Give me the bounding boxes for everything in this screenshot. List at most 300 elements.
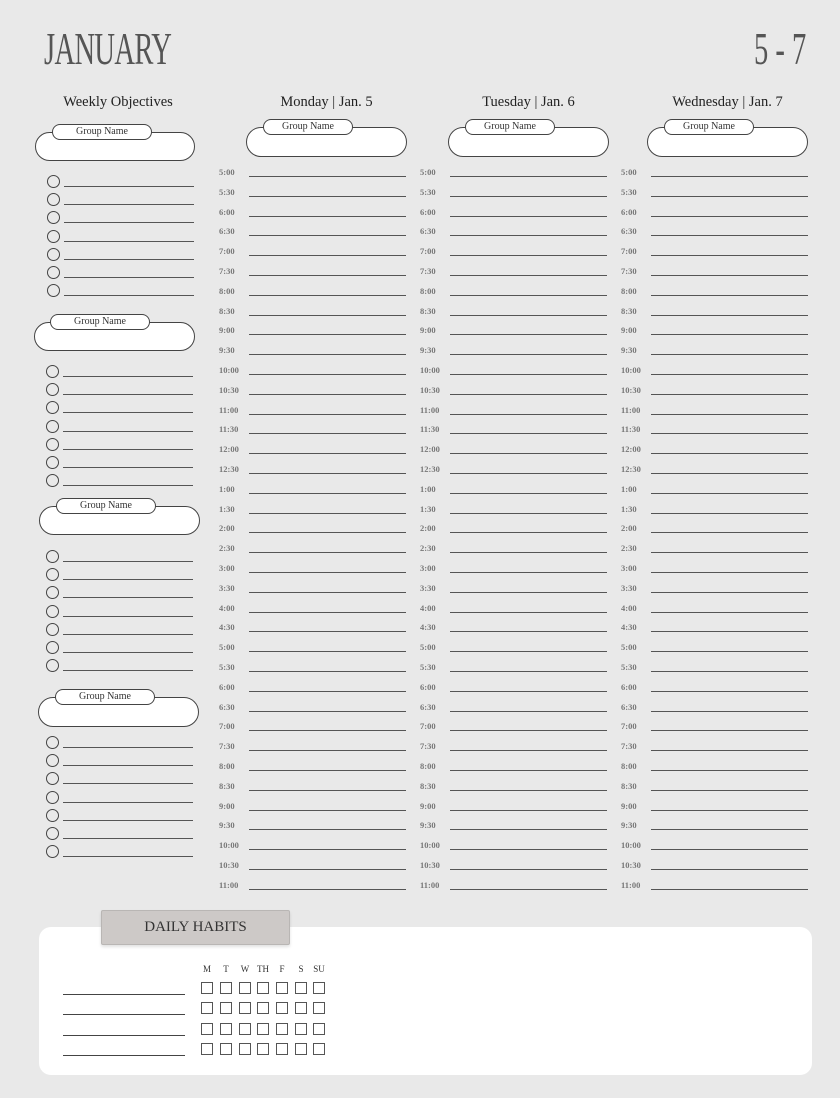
time-slot-line[interactable] [651,532,808,533]
time-slot-line[interactable] [450,255,607,256]
habit-checkbox[interactable] [257,1023,269,1035]
objective-line[interactable] [64,204,194,205]
time-label: 6:30 [621,226,637,237]
time-slot-line[interactable] [249,691,406,692]
time-label: 6:00 [219,206,235,217]
time-label: 4:30 [420,622,436,633]
objective-item [47,284,197,298]
time-slot-line[interactable] [450,275,607,276]
objective-item [47,193,197,207]
time-slot-line[interactable] [249,770,406,771]
habit-checkbox[interactable] [220,982,232,994]
time-slot-line[interactable] [450,869,607,870]
time-slot [621,424,811,440]
time-slot-line[interactable] [651,572,808,573]
objective-checkbox[interactable] [46,438,59,451]
time-slot-line[interactable] [249,176,406,177]
time-slot-line[interactable] [651,513,808,514]
habit-checkbox[interactable] [313,1023,325,1035]
time-slot-line[interactable] [249,394,406,395]
objective-checkbox[interactable] [46,845,59,858]
time-slot [621,880,811,896]
habit-checkbox[interactable] [313,1002,325,1014]
objective-item [46,845,196,859]
time-slot-line[interactable] [450,651,607,652]
time-slot-line[interactable] [450,295,607,296]
objective-item [46,401,196,415]
time-slot [621,484,811,500]
habit-checkbox[interactable] [313,982,325,994]
objective-checkbox[interactable] [46,641,59,654]
habit-checkbox[interactable] [295,1002,307,1014]
time-slot-line[interactable] [651,354,808,355]
time-slot-line[interactable] [450,631,607,632]
time-slot-line[interactable] [249,552,406,553]
time-slot [219,662,409,678]
time-slot-line[interactable] [450,691,607,692]
time-slot [420,266,610,282]
time-slot-line[interactable] [249,295,406,296]
objective-checkbox[interactable] [46,605,59,618]
time-slot [621,543,811,559]
time-slot-line[interactable] [450,552,607,553]
time-slot [420,167,610,183]
objective-line[interactable] [64,241,194,242]
time-slot [219,504,409,520]
objective-checkbox[interactable] [47,248,60,261]
objective-line[interactable] [63,838,193,839]
time-slot-line[interactable] [450,770,607,771]
objective-checkbox[interactable] [46,568,59,581]
time-slot-line[interactable] [651,612,808,613]
habit-checkbox[interactable] [276,1002,288,1014]
habit-checkbox[interactable] [276,1023,288,1035]
objective-line[interactable] [63,802,193,803]
time-slot-line[interactable] [249,631,406,632]
habit-checkbox[interactable] [257,1002,269,1014]
time-slot [219,325,409,341]
objective-line[interactable] [64,222,194,223]
time-slot-line[interactable] [249,592,406,593]
time-slot-line[interactable] [249,216,406,217]
habit-checkbox[interactable] [201,982,213,994]
time-label: 11:00 [420,879,440,890]
time-slot-line[interactable] [450,235,607,236]
time-slot-line[interactable] [249,671,406,672]
habit-checkbox[interactable] [239,1043,251,1055]
time-label: 8:00 [621,761,637,771]
time-label: 9:00 [219,800,235,811]
time-label: 12:30 [420,464,440,474]
time-slot [219,523,409,539]
time-slot-line[interactable] [651,651,808,652]
time-slot-line[interactable] [450,433,607,434]
time-slot-line[interactable] [450,354,607,355]
time-slot [621,464,811,480]
time-slot-line[interactable] [249,651,406,652]
time-slot-line[interactable] [450,196,607,197]
objective-checkbox[interactable] [46,809,59,822]
time-slot [621,583,811,599]
time-slot [219,820,409,836]
time-slot [621,801,811,817]
time-slot-line[interactable] [651,869,808,870]
time-slot [219,484,409,500]
objective-line[interactable] [63,449,193,450]
time-label: 10:30 [621,384,641,395]
time-slot-line[interactable] [249,513,406,514]
objective-item [46,438,196,452]
time-label: 7:00 [219,246,235,257]
objective-group-box [38,689,199,727]
objective-checkbox[interactable] [46,754,59,767]
time-slot [219,543,409,559]
objective-line[interactable] [63,485,193,486]
time-slot [219,444,409,460]
time-slot-line[interactable] [249,196,406,197]
time-slot-line[interactable] [249,453,406,454]
time-slot-line[interactable] [651,216,808,217]
time-slot-line[interactable] [450,176,607,177]
objective-item [46,791,196,805]
habit-name-line[interactable] [63,994,185,995]
objective-line[interactable] [63,394,193,395]
time-slot [621,345,811,361]
time-label: 1:00 [219,483,235,494]
objective-line[interactable] [64,259,194,260]
time-label: 6:00 [621,681,637,692]
time-slot [621,504,811,520]
time-slot-line[interactable] [249,354,406,355]
time-slot-line[interactable] [651,889,808,890]
objective-line[interactable] [63,783,193,784]
objective-item [46,550,196,564]
habit-checkbox[interactable] [239,1023,251,1035]
time-slot [219,286,409,302]
time-label: 9:00 [420,325,436,336]
objective-checkbox[interactable] [47,175,60,188]
objective-line[interactable] [63,652,193,653]
time-label: 7:00 [621,246,637,257]
time-slot-line[interactable] [249,433,406,434]
time-slot [621,187,811,203]
objective-checkbox[interactable] [46,736,59,749]
time-slot-line[interactable] [249,750,406,751]
time-slot-line[interactable] [249,473,406,474]
objective-line[interactable] [64,277,194,278]
time-slot [621,662,811,678]
time-slot-line[interactable] [651,631,808,632]
habit-day-label: T [223,964,229,974]
time-slot-line[interactable] [450,612,607,613]
objective-checkbox[interactable] [46,772,59,785]
time-slot [420,702,610,718]
time-slot [621,761,811,777]
time-slot-line[interactable] [450,513,607,514]
time-slot-line[interactable] [651,453,808,454]
habit-checkbox[interactable] [276,982,288,994]
time-slot-line[interactable] [450,730,607,731]
time-slot [420,603,610,619]
time-label: 10:00 [219,840,239,851]
time-slot-line[interactable] [651,829,808,830]
time-slot-line[interactable] [249,493,406,494]
objective-checkbox[interactable] [46,791,59,804]
objective-line[interactable] [63,747,193,748]
habit-checkbox[interactable] [257,982,269,994]
time-slot [420,226,610,242]
time-label: 10:00 [420,365,440,375]
time-label: 6:30 [621,701,637,712]
habit-checkbox[interactable] [239,982,251,994]
objective-checkbox[interactable] [46,550,59,563]
time-label: 2:00 [420,523,436,534]
objective-item [46,736,196,750]
time-slot-line[interactable] [450,216,607,217]
time-slot-line[interactable] [249,869,406,870]
habit-checkbox[interactable] [201,1043,213,1055]
time-slot-line[interactable] [651,334,808,335]
time-slot-line[interactable] [249,612,406,613]
time-label: 11:00 [219,879,239,890]
time-label: 8:30 [219,305,235,316]
time-slot-line[interactable] [249,275,406,276]
time-slot-line[interactable] [249,334,406,335]
time-slot-line[interactable] [651,295,808,296]
time-slot-line[interactable] [450,572,607,573]
time-slot [420,365,610,381]
date-range: 5 - 7 [753,23,806,74]
time-label: 12:00 [219,444,239,455]
time-slot-line[interactable] [249,414,406,415]
time-slot-line[interactable] [450,394,607,395]
objective-line[interactable] [63,467,193,468]
habit-checkbox[interactable] [220,1002,232,1014]
habit-checkbox[interactable] [201,1002,213,1014]
time-slot-line[interactable] [450,334,607,335]
time-slot-line[interactable] [249,315,406,316]
objective-line[interactable] [63,820,193,821]
time-label: 12:30 [621,464,641,474]
time-slot-line[interactable] [450,849,607,850]
habit-day-label: SU [313,964,325,974]
time-label: 11:30 [219,424,239,435]
objective-line[interactable] [63,670,193,671]
time-label: 8:30 [219,780,235,791]
time-slot [420,761,610,777]
time-slot-line[interactable] [651,414,808,415]
objective-checkbox[interactable] [47,284,60,297]
objective-item [46,827,196,841]
time-slot-line[interactable] [651,433,808,434]
time-slot-line[interactable] [651,275,808,276]
objective-line[interactable] [63,376,193,377]
time-slot-line[interactable] [450,592,607,593]
time-slot-line[interactable] [651,671,808,672]
objective-checkbox[interactable] [46,586,59,599]
time-slot-line[interactable] [249,829,406,830]
time-slot-line[interactable] [249,255,406,256]
objective-checkbox[interactable] [46,827,59,840]
time-slot-line[interactable] [651,196,808,197]
time-slot-line[interactable] [651,592,808,593]
time-slot [420,187,610,203]
habit-checkbox[interactable] [201,1023,213,1035]
objective-checkbox[interactable] [47,266,60,279]
time-label: 11:30 [621,424,641,435]
time-slot-line[interactable] [249,849,406,850]
time-slot-line[interactable] [249,374,406,375]
time-slot [420,622,610,638]
time-slot-line[interactable] [651,235,808,236]
day-heading-wednesday: Wednesday | Jan. 7 [672,94,783,110]
objective-checkbox[interactable] [46,420,59,433]
habit-checkbox[interactable] [276,1043,288,1055]
habit-checkbox[interactable] [257,1043,269,1055]
time-label: 11:00 [420,404,440,415]
time-slot-line[interactable] [651,691,808,692]
weekly-objectives-heading: Weekly Objectives [63,94,173,110]
time-label: 9:30 [420,820,436,831]
objective-checkbox[interactable] [46,659,59,672]
habit-name-line[interactable] [63,1014,185,1015]
time-label: 6:00 [420,206,436,217]
time-slot [420,444,610,460]
time-label: 10:30 [420,860,440,870]
objective-checkbox[interactable] [47,193,60,206]
objective-line[interactable] [63,412,193,413]
time-label: 5:30 [420,186,436,197]
time-slot-line[interactable] [450,453,607,454]
time-slot-line[interactable] [450,711,607,712]
objective-checkbox[interactable] [47,230,60,243]
time-slot-line[interactable] [249,790,406,791]
time-slot [621,266,811,282]
time-label: 3:00 [420,563,436,573]
objective-checkbox[interactable] [46,365,59,378]
habit-checkbox[interactable] [313,1043,325,1055]
time-slot-line[interactable] [651,790,808,791]
time-slot-line[interactable] [651,849,808,850]
time-slot-line[interactable] [651,473,808,474]
time-slot-line[interactable] [249,235,406,236]
objective-item [46,754,196,768]
time-slot [219,167,409,183]
objective-checkbox[interactable] [47,211,60,224]
day-group-box [246,119,407,157]
time-slot-line[interactable] [651,176,808,177]
time-label: 10:00 [219,365,239,375]
time-slot-line[interactable] [450,493,607,494]
time-slot-line[interactable] [651,552,808,553]
time-slot-line[interactable] [651,315,808,316]
time-slot-line[interactable] [450,374,607,375]
time-slot-line[interactable] [249,711,406,712]
time-label: 8:30 [621,780,637,791]
objective-line[interactable] [63,597,193,598]
time-slot-line[interactable] [450,790,607,791]
time-slot-line[interactable] [651,730,808,731]
time-slot-line[interactable] [249,810,406,811]
time-slot-line[interactable] [651,810,808,811]
objective-line[interactable] [63,579,193,580]
habit-checkbox[interactable] [239,1002,251,1014]
objective-line[interactable] [63,616,193,617]
time-label: 8:30 [621,305,637,316]
objective-item [47,211,197,225]
habits-card [39,927,812,1075]
time-slot-line[interactable] [249,889,406,890]
time-slot-line[interactable] [450,532,607,533]
habit-checkbox[interactable] [220,1023,232,1035]
objective-line[interactable] [63,561,193,562]
time-label: 8:00 [420,285,436,296]
habit-name-line[interactable] [63,1035,185,1036]
objective-line[interactable] [64,295,194,296]
time-slot-line[interactable] [249,532,406,533]
objective-checkbox[interactable] [46,623,59,636]
time-label: 10:30 [420,384,440,395]
time-slot [621,860,811,876]
time-slot-line[interactable] [651,711,808,712]
time-slot [621,306,811,322]
time-slot-line[interactable] [450,810,607,811]
time-slot [621,385,811,401]
objective-checkbox[interactable] [46,383,59,396]
habit-checkbox[interactable] [295,1043,307,1055]
objective-line[interactable] [63,634,193,635]
habit-name-line[interactable] [63,1055,185,1056]
time-label: 6:30 [219,226,235,237]
habit-checkbox[interactable] [295,982,307,994]
time-slot [420,682,610,698]
time-slot-line[interactable] [651,374,808,375]
objective-line[interactable] [63,765,193,766]
time-label: 10:30 [219,860,239,870]
time-slot-line[interactable] [651,493,808,494]
time-slot [219,464,409,480]
objective-line[interactable] [63,856,193,857]
objective-item [46,659,196,673]
time-slot-line[interactable] [651,255,808,256]
time-slot-line[interactable] [450,414,607,415]
day-group-name: Group Name [263,119,353,135]
time-slot-line[interactable] [450,315,607,316]
time-slot-line[interactable] [450,671,607,672]
habit-checkbox[interactable] [295,1023,307,1035]
objective-line[interactable] [64,186,194,187]
objective-checkbox[interactable] [46,456,59,469]
objective-line[interactable] [63,431,193,432]
time-slot-line[interactable] [450,889,607,890]
habit-checkbox[interactable] [220,1043,232,1055]
time-slot-line[interactable] [249,572,406,573]
day-group-name: Group Name [664,119,754,135]
time-slot-line[interactable] [249,730,406,731]
time-slot-line[interactable] [450,473,607,474]
time-slot-line[interactable] [651,394,808,395]
time-slot-line[interactable] [450,829,607,830]
time-slot-line[interactable] [651,770,808,771]
time-slot-line[interactable] [450,750,607,751]
time-label: 11:00 [219,404,239,415]
time-slot [621,563,811,579]
objective-checkbox[interactable] [46,401,59,414]
objective-item [47,248,197,262]
time-label: 5:00 [420,642,436,653]
objective-checkbox[interactable] [46,474,59,487]
time-slot-line[interactable] [651,750,808,751]
